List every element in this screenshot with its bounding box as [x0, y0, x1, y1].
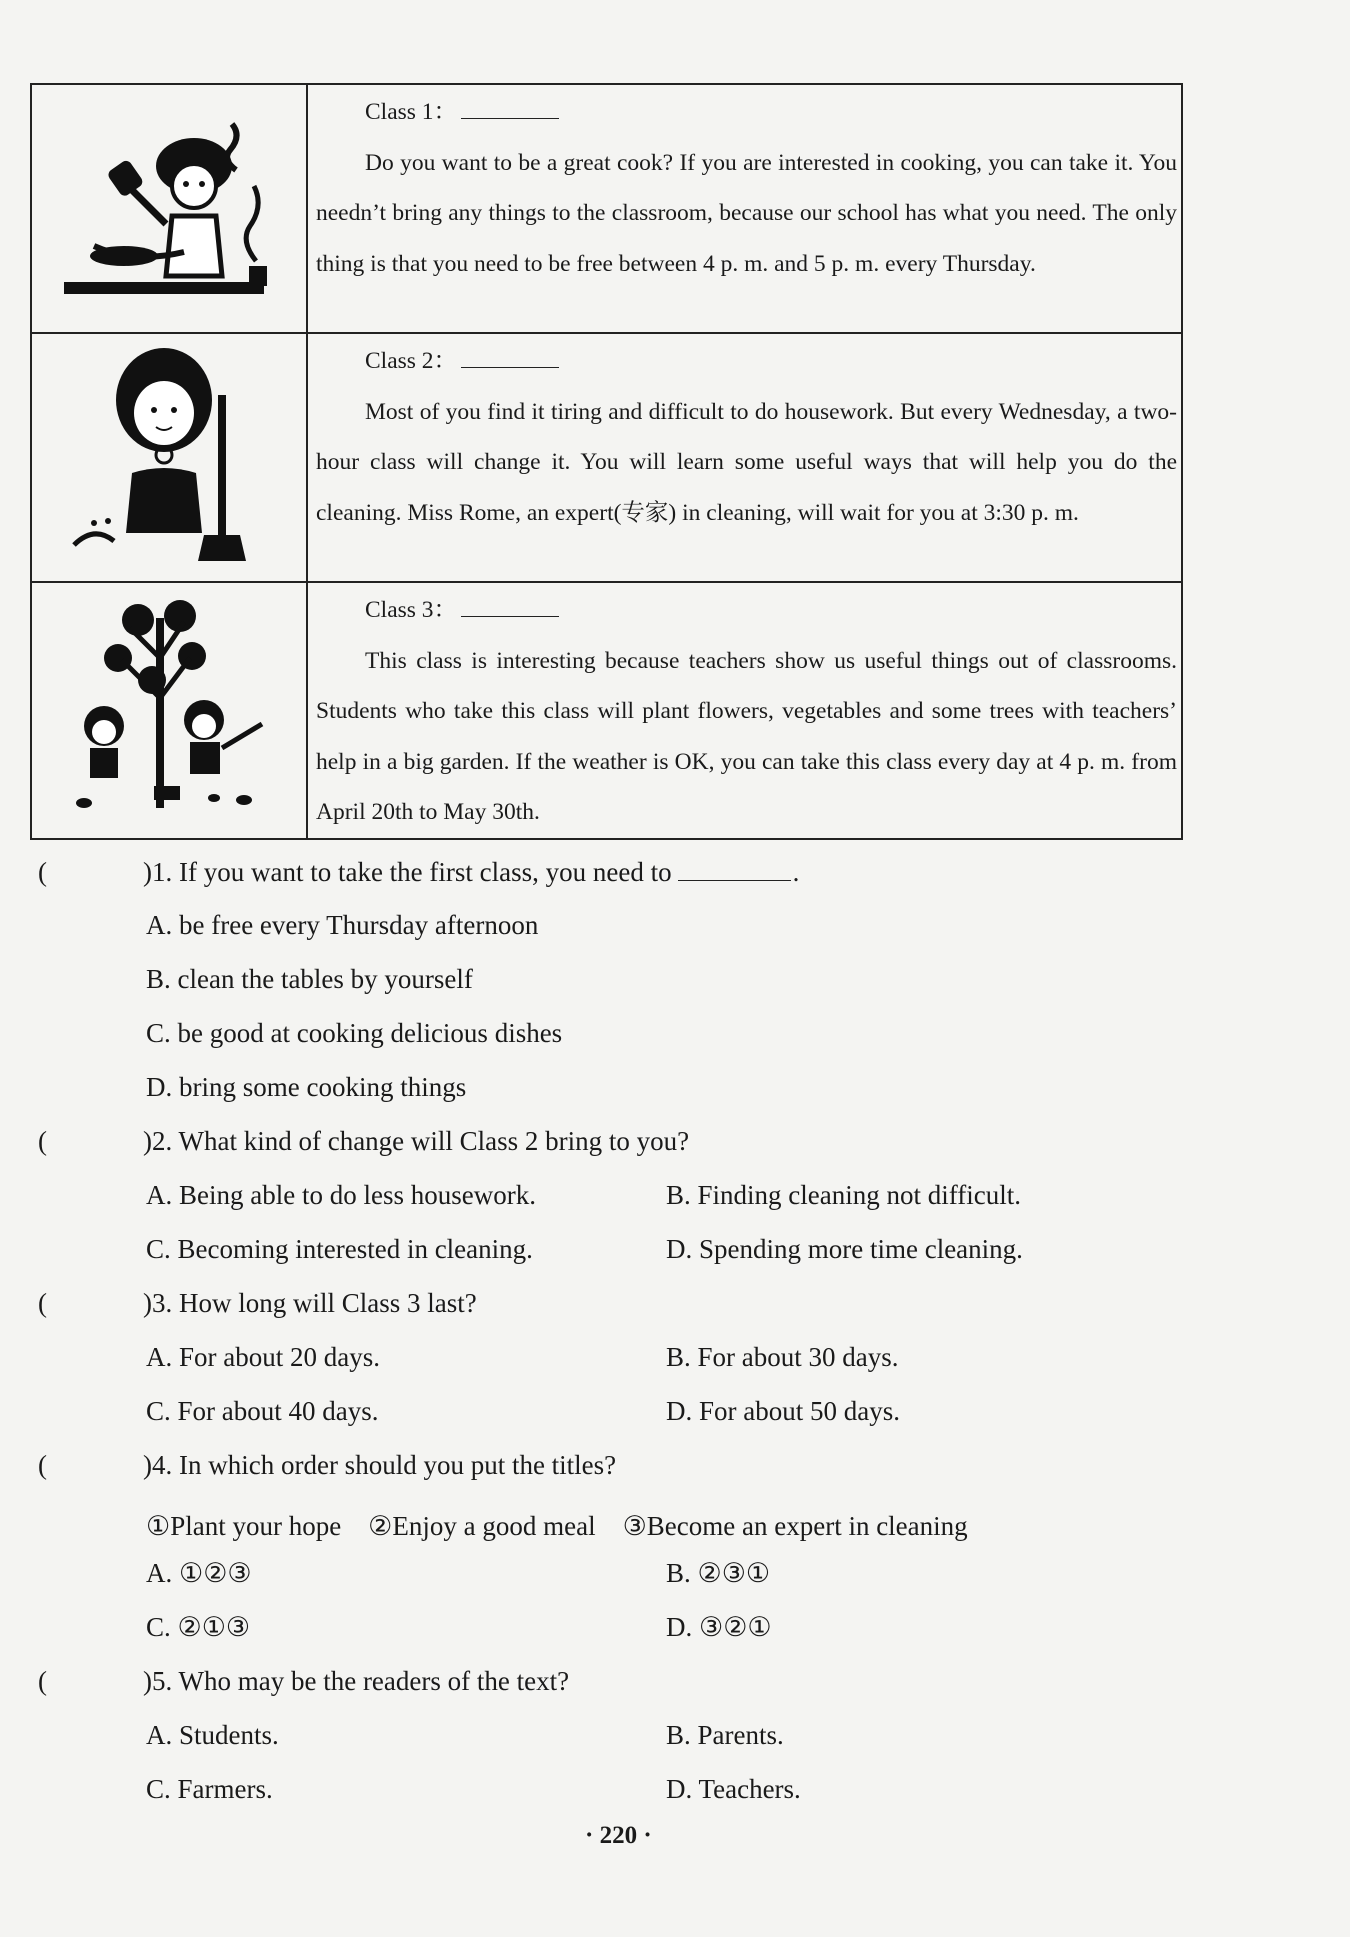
- class-1-text-cell: [307, 84, 1182, 333]
- question-1: [38, 856, 1178, 888]
- q2-option-b[interactable]: B. Finding cleaning not difficult.: [666, 1180, 1021, 1210]
- q5-option-d[interactable]: D. Teachers.: [666, 1774, 801, 1804]
- question-3-stem: )3. How long will Class 3 last?: [143, 1288, 477, 1318]
- answer-paren-3[interactable]: (: [38, 1288, 47, 1318]
- class-1-picture: [31, 84, 307, 333]
- girl-cooking-icon: [54, 106, 284, 306]
- question-5-stem: )5. Who may be the readers of the text?: [143, 1666, 570, 1696]
- q3-option-d[interactable]: D. For about 50 days.: [666, 1396, 900, 1426]
- q3-option-a[interactable]: A. For about 20 days.: [146, 1342, 380, 1372]
- q3-option-c[interactable]: C. For about 40 days.: [146, 1396, 379, 1426]
- class-1-answer-blank[interactable]: [461, 96, 559, 119]
- question-5: [38, 1666, 1178, 1697]
- q5-option-b[interactable]: B. Parents.: [666, 1720, 784, 1750]
- class-1-title: Class 1：: [365, 99, 458, 125]
- question-2: [38, 1126, 1178, 1157]
- girl-with-broom-icon: [54, 345, 284, 565]
- answer-paren-5[interactable]: (: [38, 1666, 47, 1696]
- class-3-picture: [31, 582, 307, 839]
- q4-option-d[interactable]: D. ③②①: [666, 1612, 772, 1642]
- class-2-answer-blank[interactable]: [461, 345, 559, 368]
- children-planting-tree-icon: [54, 598, 284, 818]
- answer-paren-1[interactable]: (: [38, 857, 47, 887]
- class-2-title: Class 2：: [365, 348, 458, 374]
- q4-option-c[interactable]: C. ②①③: [146, 1612, 251, 1642]
- question-1-blank[interactable]: [678, 856, 791, 881]
- class-2-row: [31, 333, 1182, 582]
- question-3: [38, 1288, 1178, 1319]
- class-3-title: Class 3：: [365, 597, 458, 623]
- question-1-stem-end: .: [792, 857, 800, 887]
- page-number: · 220 ·: [585, 1822, 652, 1849]
- q2-option-d[interactable]: D. Spending more time cleaning.: [666, 1234, 1023, 1264]
- question-4: [38, 1450, 1178, 1481]
- class-1-description: Do you want to be a great cook? If you are interested in cooking, you can take it. You needn’t bring any things to the classroom, because our school has what you need. The only thing is that you need to be free between 4 p. m. and 5 p. m. every Thursday.: [316, 149, 1177, 277]
- question-1-stem: )1. If you want to take the first class, you need to: [143, 857, 672, 887]
- question-2-stem: )2. What kind of change will Class 2 bring to you?: [143, 1126, 690, 1156]
- q4-option-b[interactable]: B. ②③①: [666, 1558, 771, 1588]
- q2-option-a[interactable]: A. Being able to do less housework.: [146, 1180, 536, 1210]
- q1-option-d[interactable]: D. bring some cooking things: [146, 1072, 467, 1102]
- q5-option-a[interactable]: A. Students.: [146, 1720, 279, 1750]
- class-1-row: [31, 84, 1182, 333]
- q4-option-a[interactable]: A. ①②③: [146, 1558, 252, 1588]
- q1-option-a[interactable]: A. be free every Thursday afternoon: [146, 910, 539, 940]
- q1-option-b[interactable]: B. clean the tables by yourself: [146, 964, 473, 994]
- question-4-stem: )4. In which order should you put the titles?: [143, 1450, 617, 1480]
- class-3-text-cell: [307, 582, 1182, 839]
- q4-titles-line: ①Plant your hope ②Enjoy a good meal ③Become an expert in cleaning: [146, 1511, 968, 1541]
- class-3-row: [31, 582, 1182, 839]
- class-3-description: This class is interesting because teachers show us useful things out of classrooms. Students who take this class will plant flowers, vegetables and some trees with teachers’ help in a big garden. If the weather is OK, you can take this class every day at 4 p. m. from April 20th to May 30th.: [316, 647, 1177, 825]
- class-2-description: Most of you find it tiring and difficult to do housework. But every Wednesday, a two-hour class will change it. You will learn some useful ways that will help you do the cleaning. Miss Rome, an expert(专家) in cleaning, will wait for you at 3:30 p. m.: [316, 398, 1177, 526]
- q5-option-c[interactable]: C. Farmers.: [146, 1774, 273, 1804]
- answer-paren-4[interactable]: (: [38, 1450, 47, 1480]
- q3-option-b[interactable]: B. For about 30 days.: [666, 1342, 899, 1372]
- answer-paren-2[interactable]: (: [38, 1126, 47, 1156]
- class-2-picture: [31, 333, 307, 582]
- q2-option-c[interactable]: C. Becoming interested in cleaning.: [146, 1234, 533, 1264]
- q1-option-c[interactable]: C. be good at cooking delicious dishes: [146, 1018, 563, 1048]
- class-2-text-cell: [307, 333, 1182, 582]
- class-3-answer-blank[interactable]: [461, 594, 559, 617]
- classes-table: [30, 83, 1183, 840]
